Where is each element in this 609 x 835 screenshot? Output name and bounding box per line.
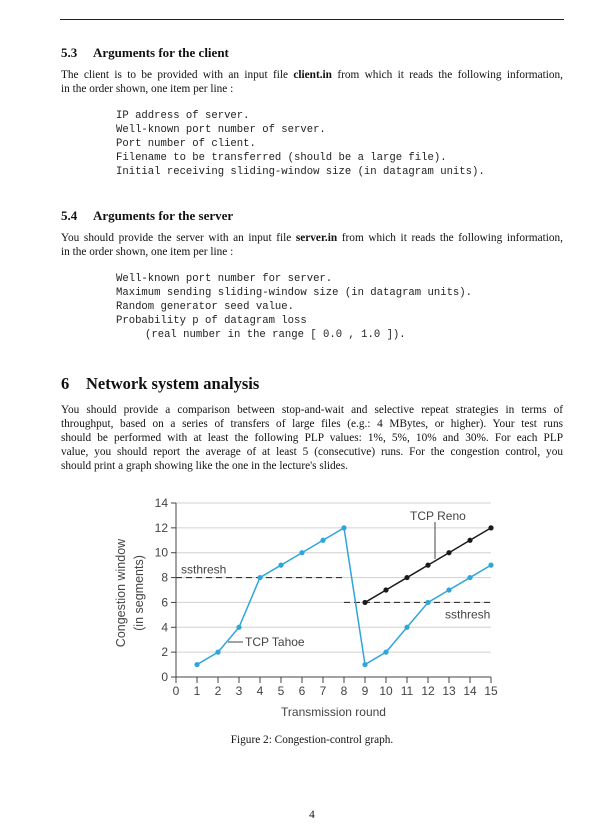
- header-rule: [60, 19, 564, 20]
- ssthresh-label: ssthresh: [181, 562, 227, 577]
- tcp-tahoe-point: [362, 662, 367, 667]
- y-tick-label: 0: [161, 670, 168, 684]
- section-number: 6: [61, 374, 70, 393]
- paragraph-line: in the order shown, one item per line :: [61, 83, 234, 95]
- tcp-reno-point: [383, 587, 388, 592]
- paragraph-line: You should provide the server with an input file server.in from which it reads the following information,: [61, 232, 563, 244]
- code-line: Maximum sending sliding-window size (in datagram units).: [116, 287, 473, 299]
- x-tick-label: 10: [379, 684, 393, 698]
- section-heading-6: [61, 374, 259, 394]
- tcp-reno-label: TCP Reno: [410, 509, 466, 523]
- y-tick-label: 6: [161, 595, 168, 610]
- filename-server-in: server.in: [295, 232, 338, 244]
- paragraph-line: The client is to be provided with an input file client.in from which it reads the following information,: [61, 69, 564, 81]
- x-tick-label: 5: [277, 684, 285, 698]
- x-tick-label: 4: [256, 684, 264, 698]
- code-line: Port number of client.: [116, 138, 256, 150]
- x-tick-label: 13: [442, 684, 456, 698]
- section-number: 5.4: [61, 208, 78, 223]
- filename-client-in: client.in: [293, 69, 332, 81]
- x-axis-label: Transmission round: [281, 705, 386, 719]
- code-line: (real number in the range [ 0.0 , 1.0 ]).: [145, 329, 406, 341]
- tcp-tahoe-point: [404, 625, 409, 630]
- tcp-tahoe-point: [236, 625, 241, 630]
- paragraph-line: should print a graph showing like the one in the lecture's slides.: [61, 460, 348, 472]
- x-tick-label: 0: [172, 684, 180, 698]
- figure-caption: Figure 2: Congestion-control graph.: [230, 734, 394, 746]
- code-line: Probability p of datagram loss: [116, 315, 307, 327]
- code-block-client: [116, 109, 485, 179]
- x-tick-label: 9: [361, 684, 369, 698]
- y-axis-label: (in segments): [132, 555, 146, 631]
- tcp-tahoe-point: [467, 575, 472, 580]
- tcp-tahoe-point: [215, 650, 220, 655]
- code-line: Initial receiving sliding-window size (in datagram units).: [116, 166, 485, 178]
- ssthresh-label: ssthresh: [445, 607, 491, 622]
- tcp-reno-point: [362, 600, 367, 605]
- section-heading-5-4: [61, 208, 233, 224]
- x-tick-label: 1: [193, 684, 201, 698]
- code-line: IP address of server.: [116, 110, 250, 122]
- y-tick-label: 8: [161, 570, 168, 585]
- y-tick-label: 10: [154, 545, 168, 560]
- paragraph-line: You should provide a comparison between stop-and-wait and selective repeat strategies in terms of: [61, 404, 563, 416]
- x-tick-label: 12: [421, 684, 435, 698]
- tcp-tahoe-point: [194, 662, 199, 667]
- paragraph-line: should be performed with at least the following PLP values: 1%, 5%, 10% and 30%. For each PLP: [61, 432, 563, 444]
- tcp-tahoe-point: [320, 538, 325, 543]
- x-tick-label: 7: [319, 684, 327, 698]
- x-tick-label: 2: [214, 684, 222, 698]
- x-tick-label: 8: [340, 684, 348, 698]
- code-line: Well-known port number of server.: [116, 124, 326, 136]
- section-title: Arguments for the client: [93, 45, 229, 60]
- x-tick-label: 15: [484, 684, 498, 698]
- section-title: Arguments for the server: [93, 208, 234, 223]
- code-line: Well-known port number for server.: [116, 273, 333, 285]
- tcp-reno-point: [467, 538, 472, 543]
- x-tick-label: 11: [400, 684, 414, 698]
- y-tick-label: 14: [154, 496, 168, 510]
- y-tick-label: 12: [154, 520, 168, 535]
- tcp-tahoe-point: [446, 587, 451, 592]
- tcp-reno-point: [488, 525, 493, 530]
- tcp-tahoe-point: [299, 550, 304, 555]
- code-block-server: [116, 272, 472, 342]
- tcp-tahoe-point: [278, 563, 283, 568]
- paragraph-line: throughput, based on a series of transfers of large files (e.g.: 4 MBytes, or higher). Your test runs: [61, 418, 563, 430]
- paragraph-line: value, you should report the average of at least 5 (consecutive) runs. For the congestion control, you: [61, 446, 563, 458]
- section-title: Network system analysis: [86, 374, 260, 393]
- x-tick-label: 6: [298, 684, 306, 698]
- y-tick-label: 2: [161, 645, 168, 660]
- tcp-tahoe-point: [425, 600, 430, 605]
- tcp-tahoe-point: [383, 650, 388, 655]
- paragraph-analysis: [61, 403, 563, 473]
- x-tick-label: 14: [463, 684, 477, 698]
- tcp-tahoe-point: [488, 563, 493, 568]
- x-tick-label: 3: [235, 684, 243, 698]
- section-heading-5-3: [61, 45, 229, 61]
- page-number: 4: [309, 809, 315, 821]
- code-line: Random generator seed value.: [116, 301, 295, 313]
- y-axis-label: Congestion window: [114, 538, 128, 648]
- y-tick-label: 4: [161, 620, 168, 635]
- code-line: Filename to be transferred (should be a large file).: [116, 152, 447, 164]
- tcp-tahoe-line: [197, 528, 491, 665]
- tcp-tahoe-point: [257, 575, 262, 580]
- tcp-reno-point: [404, 575, 409, 580]
- congestion-control-chart: [110, 495, 500, 725]
- tcp-reno-point: [446, 550, 451, 555]
- tcp-tahoe-point: [341, 525, 346, 530]
- paragraph-line: in the order shown, one item per line :: [61, 246, 234, 258]
- section-number: 5.3: [61, 45, 78, 60]
- paragraph-client: [61, 68, 563, 96]
- paragraph-server: [61, 231, 563, 259]
- tcp-reno-point: [425, 563, 430, 568]
- tcp-tahoe-label: TCP Tahoe: [245, 635, 305, 649]
